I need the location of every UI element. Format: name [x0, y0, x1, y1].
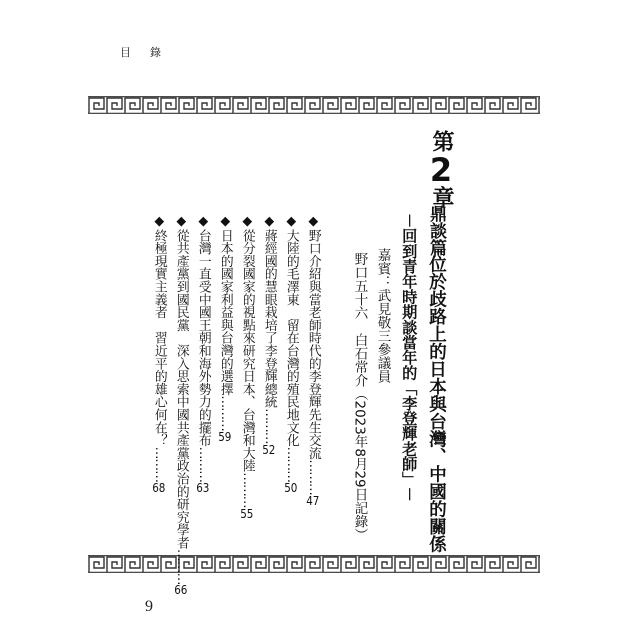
chapter-suffix: 章 — [429, 186, 454, 210]
leader-dots: ……… — [261, 408, 277, 444]
toc-entry[interactable] — [152, 214, 165, 494]
top-ornamental-border — [88, 96, 540, 114]
toc-entry-text: 從分裂國家的視點來研究日本、台灣和大陸 — [239, 229, 255, 473]
leader-dots: ……… — [239, 472, 255, 508]
toc-entry[interactable] — [240, 214, 253, 520]
chapter-number: 2 — [429, 154, 453, 186]
page-number: 9 — [145, 598, 153, 615]
diamond-bullet-icon: ◆ — [261, 214, 277, 229]
chapter-subtitle: －回到青年時期談當年的「李登輝老師」－ — [400, 213, 419, 502]
chapter-prefix: 第 — [429, 130, 454, 154]
diamond-bullet-icon: ◆ — [217, 214, 233, 229]
chapter-title: 位於歧路上的日本與台灣、中國的關係 — [426, 255, 447, 553]
toc-entry-text: 終極現實主義者 習近平的雄心何在？ — [151, 229, 167, 447]
toc-entry[interactable] — [196, 214, 209, 494]
toc-page-number: 50 — [284, 482, 298, 494]
toc-page-number: 68 — [152, 482, 166, 494]
leader-dots: ……… — [217, 395, 233, 431]
toc-entry[interactable] — [262, 214, 275, 456]
toc-entry[interactable] — [284, 214, 297, 494]
toc-entry[interactable] — [306, 214, 319, 507]
toc-page-number: 66 — [174, 584, 188, 597]
toc-entry[interactable] — [174, 214, 187, 596]
toc-entry-text: 從共產黨到國民黨 深入思索中國共產黨政治的研究學者 — [173, 229, 189, 549]
chapter-heading — [425, 130, 457, 210]
diamond-bullet-icon: ◆ — [195, 214, 211, 229]
diamond-bullet-icon: ◆ — [173, 214, 189, 229]
diamond-bullet-icon: ◆ — [239, 214, 255, 229]
leader-dots: ……… — [151, 446, 167, 482]
running-head: 目 錄 — [120, 46, 165, 59]
speakers-line: 野口五十六 白石常介（2023年8月29日記錄） — [351, 252, 368, 542]
bottom-ornamental-border — [88, 555, 540, 573]
toc-page-number: 47 — [306, 494, 320, 507]
toc-page-number: 63 — [196, 482, 210, 494]
toc-entry-text: 蔣經國的慧眼栽培了李登輝總統 — [261, 229, 277, 409]
toc-page-number: 55 — [240, 507, 254, 520]
diamond-bullet-icon: ◆ — [151, 214, 167, 229]
guest-line: 嘉賓：武見敬三參議員 — [374, 248, 391, 383]
diamond-bullet-icon: ◆ — [305, 214, 321, 229]
toc-page-number: 59 — [218, 430, 232, 443]
toc-entry-text: 台灣一直受中國王朝和海外勢力的擺布 — [195, 229, 211, 447]
leader-dots: ……… — [305, 459, 321, 495]
section-label: 鼎談篇 — [426, 205, 446, 256]
toc-entry-text: 日本的國家利益與台灣的選擇 — [217, 229, 233, 396]
toc-entry-text: 野口介紹與當老師時代的李登輝先生交流 — [305, 229, 321, 460]
diamond-bullet-icon: ◆ — [283, 214, 299, 229]
toc-entry-text: 大陸的毛澤東 留在台灣的殖民地文化 — [283, 229, 299, 447]
leader-dots: ……… — [195, 446, 211, 482]
leader-dots: ……… — [283, 446, 299, 482]
leader-dots: ……… — [173, 549, 189, 585]
toc-entry[interactable] — [218, 214, 231, 443]
toc-page-number: 52 — [262, 443, 276, 456]
